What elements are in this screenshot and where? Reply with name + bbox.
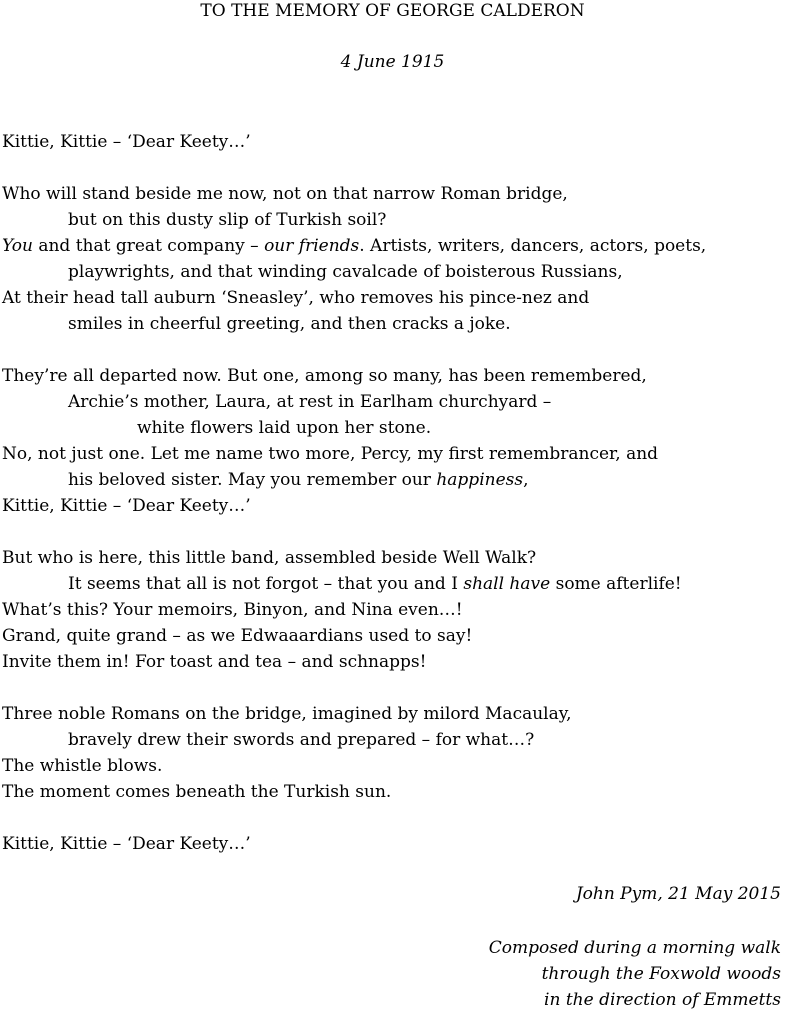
poem-line bbox=[2, 467, 782, 493]
poem-emphasis: happiness bbox=[436, 470, 524, 490]
poem-text: What’s this? Your memoirs, Binyon, and Nina even…! bbox=[2, 600, 463, 620]
poem-text: Who will stand beside me now, not on that narrow Roman bridge, bbox=[2, 184, 568, 204]
poem-line bbox=[2, 649, 782, 675]
poem-text: . Artists, writers, dancers, actors, poets, bbox=[359, 236, 707, 256]
poem-line bbox=[2, 129, 782, 155]
poem-line bbox=[2, 363, 782, 389]
poem-text: The whistle blows. bbox=[2, 756, 163, 776]
poem-line bbox=[2, 545, 782, 571]
poem-emphasis: shall have bbox=[463, 574, 551, 594]
poem-text: Grand, quite grand – as we Edwaaardians used to say! bbox=[2, 626, 473, 646]
poem-text: It seems that all is not forgot – that you and I bbox=[68, 574, 464, 594]
poem-text: The moment comes beneath the Turkish sun. bbox=[2, 782, 392, 802]
poem-line bbox=[2, 285, 782, 311]
poem-text: , bbox=[523, 470, 529, 490]
poem-text: They’re all departed now. But one, among so many, has been remembered, bbox=[2, 366, 647, 386]
poem-emphasis: You bbox=[2, 236, 33, 256]
poem-text: his beloved sister. May you remember our bbox=[68, 470, 437, 490]
poem-line bbox=[2, 259, 782, 285]
poem-text: bravely drew their swords and prepared – for what…? bbox=[68, 730, 535, 750]
poem-line bbox=[2, 571, 782, 597]
poem-text: Kittie, Kittie – ‘Dear Keety…’ bbox=[2, 496, 251, 516]
composition-note bbox=[489, 935, 781, 1013]
poem-line bbox=[2, 597, 782, 623]
poem-line bbox=[2, 207, 782, 233]
poem-text: No, not just one. Let me name two more, Percy, my first remembrancer, and bbox=[2, 444, 659, 464]
poem-text: Archie’s mother, Laura, at rest in Earlham churchyard – bbox=[68, 392, 552, 412]
stanza-break bbox=[2, 155, 782, 181]
poem-text: smiles in cheerful greeting, and then cracks a joke. bbox=[68, 314, 511, 334]
poem-text: At their head tall auburn ‘Sneasley’, who removes his pince-nez and bbox=[2, 288, 590, 308]
poem-line bbox=[2, 623, 782, 649]
stanza-break bbox=[2, 675, 782, 701]
poem-line bbox=[2, 389, 782, 415]
poem-text: Three noble Romans on the bridge, imagined by milord Macaulay, bbox=[2, 704, 572, 724]
poem-text: playwrights, and that winding cavalcade of boisterous Russians, bbox=[68, 262, 623, 282]
stanza-break bbox=[2, 337, 782, 363]
poem-text: some afterlife! bbox=[550, 574, 682, 594]
note-line: Composed during a morning walk bbox=[488, 938, 781, 958]
poem-line bbox=[2, 415, 782, 441]
poem-text: white flowers laid upon her stone. bbox=[137, 418, 432, 438]
poem-line bbox=[2, 311, 782, 337]
poem-line bbox=[2, 181, 782, 207]
poem-line bbox=[2, 831, 782, 857]
signature: John Pym, 21 May 2015 bbox=[575, 884, 781, 904]
poem-line bbox=[2, 233, 782, 259]
poem-line bbox=[2, 753, 782, 779]
poem-text: But who is here, this little band, assembled beside Well Walk? bbox=[2, 548, 537, 568]
poem-title: TO THE MEMORY OF GEORGE CALDERON bbox=[200, 1, 585, 21]
poem-line bbox=[2, 779, 782, 805]
note-line: through the Foxwold woods bbox=[541, 964, 781, 984]
stanza-break bbox=[2, 805, 782, 831]
poem-body bbox=[2, 129, 782, 857]
poem-emphasis: our friends bbox=[264, 236, 360, 256]
poem-line bbox=[2, 493, 782, 519]
poem-text: and that great company – bbox=[32, 236, 265, 256]
poem-text: Invite them in! For toast and tea – and schnapps! bbox=[2, 652, 427, 672]
poem-line bbox=[2, 727, 782, 753]
stanza-break bbox=[2, 519, 782, 545]
note-line: in the direction of Emmetts bbox=[544, 990, 781, 1010]
poem-text: but on this dusty slip of Turkish soil? bbox=[68, 210, 387, 230]
poem-line bbox=[2, 701, 782, 727]
poem-line bbox=[2, 441, 782, 467]
poem-date: 4 June 1915 bbox=[340, 52, 445, 72]
poem-text: Kittie, Kittie – ‘Dear Keety…’ bbox=[2, 132, 251, 152]
poem-text: Kittie, Kittie – ‘Dear Keety…’ bbox=[2, 834, 251, 854]
